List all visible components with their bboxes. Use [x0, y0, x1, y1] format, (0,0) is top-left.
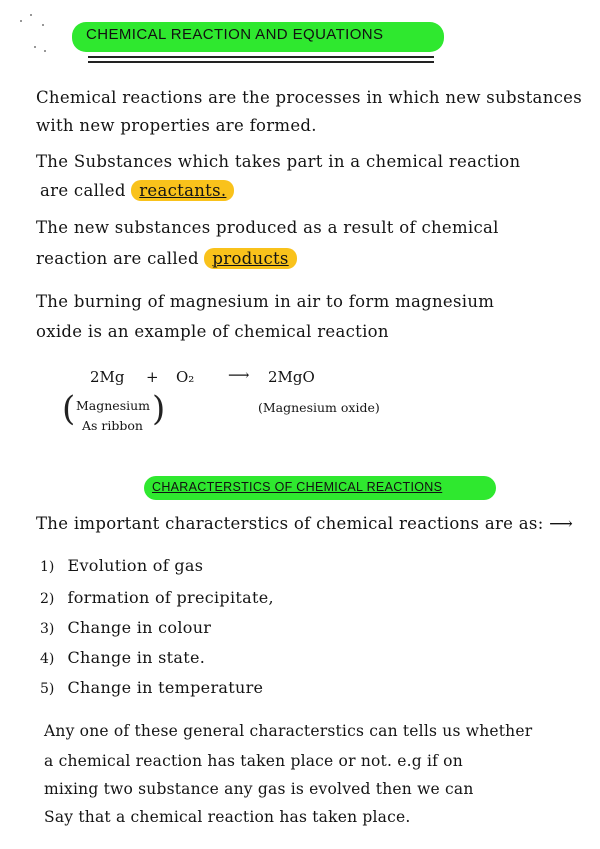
equation-plus: +: [146, 368, 159, 386]
products-line-2: [36, 248, 297, 269]
characteristics-intro-text: The important characterstics of chemical reactions are as:: [36, 514, 544, 533]
reactants-line-1: The Substances which takes part in a chemical reaction: [36, 152, 521, 171]
list-text: Change in temperature: [67, 678, 264, 697]
conclusion-line-3: mixing two substance any gas is evolved then we can: [44, 780, 474, 798]
list-item: [40, 588, 274, 607]
arrow-icon: ⟶: [549, 514, 574, 533]
title-underline: [88, 56, 434, 58]
ink-speck: [42, 24, 44, 26]
page-title: CHEMICAL REACTION AND EQUATIONS: [86, 26, 384, 43]
products-line-1: The new substances produced as a result of chemical: [36, 218, 499, 237]
magnesium-note-line-1: Magnesium: [76, 398, 151, 413]
ink-speck: [30, 14, 32, 16]
list-number: 4): [40, 651, 55, 667]
list-text: Change in state.: [67, 648, 206, 667]
characteristics-heading: CHARACTERSTICS OF CHEMICAL REACTIONS: [152, 480, 443, 494]
ink-speck: [34, 46, 36, 48]
product-note: (Magnesium oxide): [258, 400, 380, 415]
list-item: [40, 678, 263, 697]
list-number: 5): [40, 681, 55, 697]
products-prefix: reaction are called: [36, 249, 199, 268]
equation-reactant-1: 2Mg: [90, 368, 125, 386]
open-paren: (: [62, 389, 76, 429]
list-text: Evolution of gas: [67, 556, 204, 575]
list-text: formation of precipitate,: [67, 588, 274, 607]
conclusion-line-2: a chemical reaction has taken place or not. e.g if on: [44, 752, 463, 770]
reactants-term: reactants.: [131, 180, 234, 201]
conclusion-line-4: Say that a chemical reaction has taken place.: [44, 808, 411, 826]
ink-speck: [20, 20, 22, 22]
reactants-prefix: are called: [40, 181, 126, 200]
intro-line-1: Chemical reactions are the processes in which new substances: [36, 88, 582, 107]
list-item: [40, 648, 205, 667]
title-block: [72, 20, 444, 54]
conclusion-line-1: Any one of these general characterstics can tells us whether: [44, 722, 533, 740]
example-line-2: oxide is an example of chemical reaction: [36, 322, 389, 341]
example-line-1: The burning of magnesium in air to form magnesium: [36, 292, 495, 311]
list-number: 3): [40, 621, 55, 637]
equation-arrow: ⟶: [228, 366, 250, 384]
magnesium-note-line-2: As ribbon: [82, 418, 143, 433]
close-paren: ): [152, 389, 166, 429]
reactants-line-2: [40, 180, 234, 201]
products-term: products: [204, 248, 296, 269]
list-item: [40, 556, 203, 575]
characteristics-intro: [36, 514, 573, 533]
list-text: Change in colour: [67, 618, 212, 637]
characteristics-heading-block: [144, 476, 496, 500]
title-underline-second: [88, 61, 434, 63]
list-number: 2): [40, 591, 55, 607]
ink-speck: [44, 50, 46, 52]
equation-reactant-2: O₂: [176, 368, 195, 386]
intro-line-2: with new properties are formed.: [36, 116, 317, 135]
equation-product: 2MgO: [268, 368, 315, 386]
list-number: 1): [40, 559, 55, 575]
list-item: [40, 618, 211, 637]
